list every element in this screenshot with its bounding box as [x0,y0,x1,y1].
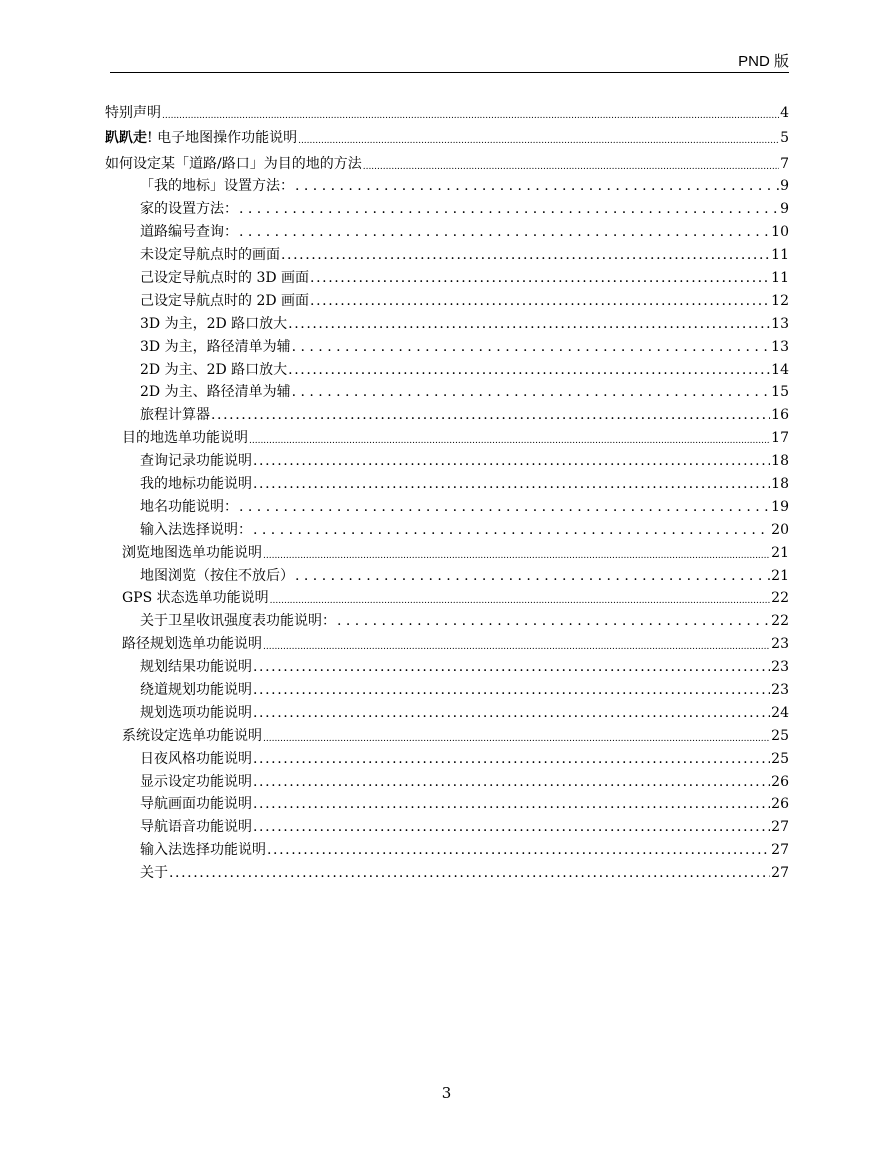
dot-leader [263,728,770,744]
toc-entry-page: 13 [771,338,789,355]
dot-leader [298,130,779,146]
toc-entry-title: 道路编号查询： [140,224,238,241]
toc-entry-title: 路径规划选单功能说明 [122,636,262,653]
toc-entry-title: 旅程计算器 [140,407,210,424]
toc-entry-title: 地图浏览（按住不放后） [140,567,294,584]
dot-leader [288,362,770,378]
toc-entry[interactable] [105,721,789,744]
toc-entry[interactable] [105,332,789,355]
dot-leader [292,384,771,400]
dot-leader [263,636,770,652]
toc-entry-title: 绕道规划功能说明 [140,681,252,698]
dot-leader [253,453,770,469]
toc-entry[interactable] [105,240,789,263]
dot-leader [253,705,770,721]
toc-entry-title: 导航画面功能说明 [140,796,252,813]
toc-entry-page: 21 [771,567,789,584]
toc-entry-page: 23 [771,636,789,653]
toc-entry-title: 显示设定功能说明 [140,773,252,790]
dot-leader [292,339,771,355]
toc-entry-title: 目的地选单功能说明 [122,430,248,447]
toc-entry-page: 17 [771,430,789,447]
toc-entry-title: 家的设置方法： [140,201,238,218]
toc-entry[interactable] [105,652,789,675]
toc-entry-title: 如何设定某「道路/路口」为目的地的方法 [105,155,362,172]
toc-entry[interactable] [105,378,789,401]
toc-entry-page: 26 [771,796,789,813]
toc-entry[interactable] [105,561,789,584]
toc-entry-title: 己设定导航点时的 2D 画面 [140,292,310,309]
toc-entry-page: 27 [771,865,789,882]
toc-entry-title: 我的地标功能说明 [140,475,252,492]
dot-leader [295,568,770,584]
toc-entry-title: 3D 为主，2D 路口放大 [140,315,288,332]
toc-entry[interactable] [105,355,789,378]
toc-entry[interactable] [105,606,789,629]
toc-entry-page: 4 [780,104,789,121]
dot-leader [253,751,770,767]
toc-entry-page: 14 [771,361,789,378]
toc-entry-page: 22 [771,613,789,630]
toc-entry-page: 7 [780,155,789,172]
toc-entry-title: 输入法选择说明： [140,521,252,538]
toc-entry-page: 13 [771,315,789,332]
toc-entry[interactable] [105,790,789,813]
toc-entry[interactable] [105,217,789,240]
dot-leader [253,659,770,675]
dot-leader [239,499,770,515]
toc-entry[interactable] [105,121,789,147]
dot-leader [270,590,771,606]
dot-leader [281,247,770,263]
toc-entry-page: 25 [771,727,789,744]
toc-entry-page: 16 [771,407,789,424]
toc-entry[interactable] [105,423,789,446]
toc-entry-title-bold: 趴趴走 [105,130,147,146]
toc-entry[interactable] [105,835,789,858]
toc-entry[interactable] [105,744,789,767]
toc-entry[interactable] [105,309,789,332]
toc-entry-page: 11 [771,247,789,264]
toc-entry-title: 地名功能说明： [140,498,238,515]
toc-entry-page: 25 [771,750,789,767]
dot-leader [253,796,770,812]
toc-entry-page: 27 [771,842,789,859]
toc-entry-title: 「我的地标」设置方法： [140,178,294,195]
toc-entry-page: 9 [780,178,789,195]
toc-entry-title: 输入法选择功能说明 [140,842,266,859]
dot-leader [253,682,770,698]
toc-entry-title: 未设定导航点时的画面 [140,247,280,264]
toc-entry-page: 12 [771,292,789,309]
toc-entry[interactable] [105,95,789,121]
toc-entry[interactable] [105,446,789,469]
table-of-contents [105,95,789,881]
toc-entry-page: 22 [771,590,789,607]
toc-entry-title: 2D 为主、路径清单为辅 [140,384,291,401]
toc-entry[interactable] [105,146,789,172]
toc-entry-title: 关于卫星收讯强度表功能说明： [140,613,336,630]
dot-leader [295,178,779,194]
page-header [110,52,789,73]
toc-entry-page: 23 [771,681,789,698]
dot-leader [211,407,770,423]
header-title: PND 版 [738,53,789,70]
toc-entry-page: 27 [771,819,789,836]
dot-leader [169,865,770,881]
toc-entry[interactable] [105,194,789,217]
dot-leader [253,819,770,835]
toc-entry-page: 20 [771,521,789,538]
dot-leader [263,545,770,561]
toc-entry-title: 3D 为主，路径清单为辅 [140,338,291,355]
dot-leader [337,613,770,629]
dot-leader [310,270,770,286]
toc-entry-page: 23 [771,659,789,676]
toc-entry[interactable] [105,172,789,195]
dot-leader [253,476,770,492]
toc-entry[interactable] [105,812,789,835]
toc-entry-title: 查询记录功能说明 [140,453,252,470]
page-number: 3 [441,1084,452,1102]
toc-entry-page: 5 [780,130,789,146]
dot-leader [310,293,770,309]
toc-entry-title: GPS 状态选单功能说明 [122,590,269,607]
toc-entry-title-rest: ! 电子地图操作功能说明 [147,130,298,146]
toc-entry-title: 浏览地图选单功能说明 [122,544,262,561]
toc-entry-title [105,130,297,146]
dot-leader [239,201,779,217]
toc-entry-page: 26 [771,773,789,790]
toc-entry-title: 特别声明 [105,104,161,121]
dot-leader [253,522,770,538]
dot-leader [288,316,770,332]
toc-entry[interactable] [105,767,789,790]
toc-entry[interactable] [105,675,789,698]
toc-entry-page: 21 [771,544,789,561]
toc-entry-page: 18 [771,475,789,492]
toc-entry-title: 规划选项功能说明 [140,704,252,721]
toc-entry-title: 日夜风格功能说明 [140,750,252,767]
toc-entry[interactable] [105,492,789,515]
dot-leader [363,156,779,172]
toc-entry-title: 2D 为主、2D 路口放大 [140,361,288,378]
dot-leader [249,430,770,446]
toc-entry-page: 19 [771,498,789,515]
toc-entry-title: 系统设定选单功能说明 [122,727,262,744]
toc-entry-page: 18 [771,453,789,470]
toc-entry[interactable] [105,538,789,561]
toc-entry-title: 关于 [140,865,168,882]
toc-entry[interactable] [105,858,789,881]
toc-entry[interactable] [105,698,789,721]
dot-leader [162,105,779,121]
toc-entry[interactable] [105,469,789,492]
toc-entry-title: 导航语音功能说明 [140,819,252,836]
toc-entry[interactable] [105,515,789,538]
toc-entry[interactable] [105,286,789,309]
dot-leader [239,224,770,240]
dot-leader [253,774,770,790]
toc-entry-title: 规划结果功能说明 [140,659,252,676]
toc-entry-page: 24 [771,704,789,721]
dot-leader [267,842,770,858]
toc-entry-page: 9 [780,201,789,218]
toc-entry[interactable] [105,584,789,607]
toc-entry-page: 10 [771,224,789,241]
toc-entry-page: 11 [771,269,789,286]
toc-entry[interactable] [105,400,789,423]
toc-entry[interactable] [105,263,789,286]
toc-entry-page: 15 [771,384,789,401]
toc-entry-title: 己设定导航点时的 3D 画面 [140,269,310,286]
toc-entry[interactable] [105,629,789,652]
